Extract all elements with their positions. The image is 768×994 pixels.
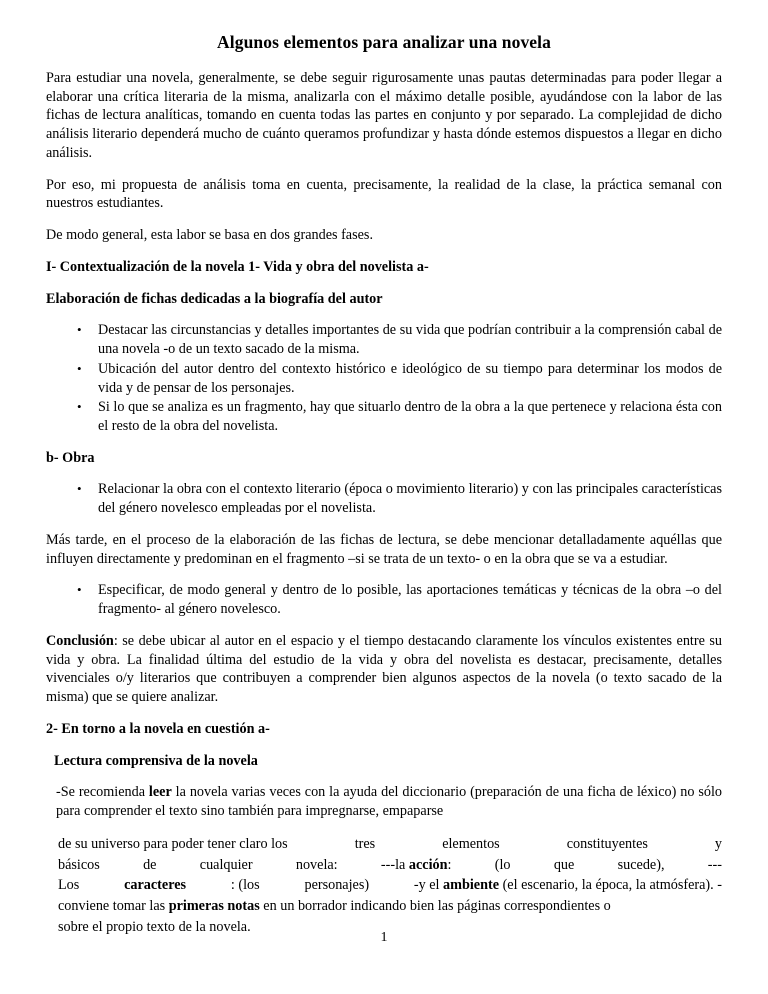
list-item: • Ubicación del autor dentro del contexto histórico e ideológico de su tiempo para determinar los modos de vida y de pensar de los personajes.	[46, 360, 722, 397]
section-2-paragraph-1	[46, 783, 722, 820]
spread-seg: sucede),	[617, 856, 665, 873]
intro-paragraph-1: Para estudiar una novela, generalmente, se debe seguir rigurosamente unas pautas determinadas para poder llegar a elaborar una crítica literaria de la misma, analizarla con el máximo detalle posible, ayudándose con la labor de las fichas de lectura analíticas, tomando en cuenta todas las partes en conjunto y por separado. La complejidad de dicho análisis literario dependerá mucho de cuánto queramos profundizar y hasta dónde estemos dispuestos a llegar en dicho análisis.	[46, 70, 722, 161]
spread-seg: que	[553, 856, 575, 873]
spread-seg: constituyentes	[566, 835, 648, 852]
primeras-notas-emphasis: primeras notas	[168, 897, 260, 914]
spread-line-2	[58, 855, 722, 876]
section-b-paragraph: Más tarde, en el proceso de la elaboración de las fichas de lectura, se debe mencionar detalladamente aquéllas que influyen directamente y predominan en el fragmento –si se trata de un texto- o en la obra que se va a estudiar.	[46, 531, 722, 567]
spread-seg: ---	[707, 856, 722, 873]
spread-seg: de	[143, 856, 157, 873]
list-item: • Si lo que se analiza es un fragmento, hay que situarlo dentro de la obra a la que pertenece y relaciona ésta con el resto de la obra del novelista.	[46, 398, 722, 435]
conclusion-paragraph	[46, 632, 722, 707]
section-1-bullet-list	[46, 321, 722, 435]
intro-paragraph-2: Por eso, mi propuesta de análisis toma en cuenta, precisamente, la realidad de la clase, la práctica semanal con nuestros estudiantes.	[46, 176, 722, 212]
recommend-pre: -Se recomienda	[56, 784, 149, 801]
section-2-paragraph-2	[46, 834, 722, 938]
list-item: • Especificar, de modo general y dentro de lo posible, las aportaciones temáticas y técnicas de la obra –o del fragmento- al género novelesco.	[46, 581, 722, 618]
spread-seg: ---la acción:	[380, 856, 452, 873]
spread-seg: personajes)	[304, 877, 370, 894]
page-title: Algunos elementos para analizar una novela	[217, 32, 551, 52]
spread-seg: en un borrador indicando bien las páginas correspondientes o	[259, 897, 611, 914]
spread-seg: tres	[354, 835, 376, 852]
section-b-bullet-list	[46, 480, 722, 517]
conclusion-text: : se debe ubicar al autor en el espacio y el tiempo destacando claramente los vínculos existentes entre su vida y obra. La finalidad última del estudio de la vida y obra del novelista es destacar, precisamente, detalles vivenciales o/y literarios que contribuyen a comprender bien algunos aspectos de la novela (o texto sacado de la misma) que se quiere analizar.	[46, 632, 722, 706]
list-item: • Relacionar la obra con el contexto literario (época o movimiento literario) y con las principales características del género novelesco empleadas por el novelista.	[46, 480, 722, 517]
spread-seg: -y el ambiente (el escenario, la época, la atmósfera). -	[413, 877, 722, 894]
conclusion-label: Conclusión	[46, 632, 114, 649]
spread-seg: (lo	[494, 856, 511, 873]
spread-seg: elementos	[442, 835, 500, 852]
recommend-post: la novela varias veces con la ayuda del diccionario (preparación de una ficha de léxico) no sólo para comprender el texto sino también para impregnarse, empaparse	[56, 784, 722, 820]
spread-line-3	[58, 875, 722, 896]
spread-line-5: sobre el propio texto de la novela.	[58, 918, 251, 935]
spread-seg: novela:	[295, 856, 338, 873]
ambiente-emphasis: ambiente	[443, 877, 500, 894]
spread-seg: y	[714, 835, 722, 852]
spread-seg: : (los	[230, 877, 260, 894]
section-b-heading: b- Obra	[46, 449, 95, 466]
spread-seg: cualquier	[199, 856, 253, 873]
intro-paragraph-3: De modo general, esta labor se basa en dos grandes fases.	[46, 227, 373, 244]
section-2-subheading: Lectura comprensiva de la novela	[54, 752, 258, 769]
section-b-bullet-list-2	[46, 581, 722, 618]
page-number: 1	[380, 930, 388, 945]
accion-emphasis: acción	[408, 856, 448, 873]
spread-seg: básicos	[58, 856, 100, 873]
recommend-emphasis: leer	[148, 784, 172, 801]
section-1-subheading: Elaboración de fichas dedicadas a la biografía del autor	[46, 290, 383, 307]
spread-line-4	[58, 896, 722, 917]
spread-seg: de su universo para poder tener claro los	[58, 835, 288, 852]
section-2-heading: 2- En torno a la novela en cuestión a-	[46, 720, 270, 737]
list-item: • Destacar las circunstancias y detalles importantes de su vida que podrían contribuir a la comprensión cabal de una novela -o de un texto sacado de la misma.	[46, 321, 722, 358]
spread-seg: Los	[58, 877, 80, 894]
caracteres-emphasis: caracteres	[124, 877, 187, 894]
spread-line-1	[58, 834, 722, 855]
spread-seg: conviene tomar las	[58, 897, 169, 914]
section-1-heading: I- Contextualización de la novela 1- Vida y obra del novelista a-	[46, 258, 429, 275]
